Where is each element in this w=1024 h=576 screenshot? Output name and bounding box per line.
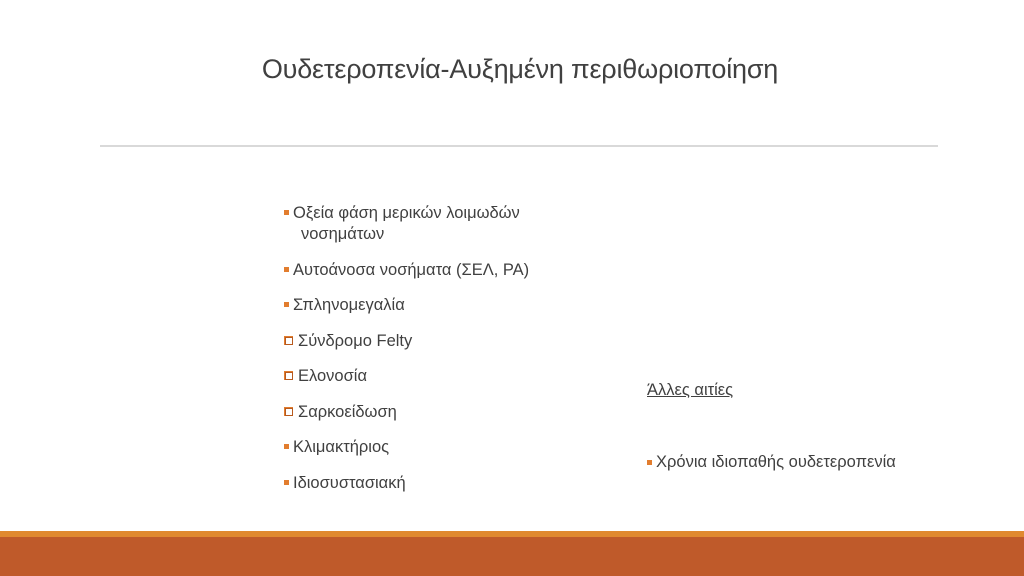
other-causes-heading: Άλλες αιτίες xyxy=(647,381,734,399)
list-item xyxy=(284,203,604,245)
causes-list xyxy=(284,203,604,508)
slide-title: Ουδετεροπενία-Αυξημένη περιθωριοποίηση xyxy=(261,54,779,84)
list-item-text: Σύνδρομο Felty xyxy=(298,331,413,350)
square-bullet-icon xyxy=(284,210,289,215)
list-item-text: Οξεία φάση μερικών λοιμωδών xyxy=(293,204,520,222)
list-item-text: Σαρκοείδωση xyxy=(298,402,397,421)
list-item-text: Σπληνομεγαλία xyxy=(293,296,405,314)
checkbox-bullet-icon xyxy=(284,336,295,347)
list-item-text-continued: νοσημάτων xyxy=(301,225,385,243)
list-item-text: Κλιμακτήριος xyxy=(293,438,390,456)
list-item-text: Ελονοσία xyxy=(298,367,367,385)
list-item xyxy=(284,295,604,316)
other-causes-item-text: Χρόνια ιδιοπαθής ουδετεροπενία xyxy=(656,453,896,471)
square-bullet-icon xyxy=(284,444,289,449)
title-divider xyxy=(100,145,938,147)
checkbox-bullet-icon xyxy=(284,407,295,418)
square-bullet-icon xyxy=(284,267,289,272)
list-item xyxy=(284,260,604,281)
square-bullet-icon xyxy=(284,302,289,307)
square-bullet-icon xyxy=(284,480,289,485)
checkbox-bullet-icon xyxy=(284,371,295,382)
list-item-text: Αυτοάνοσα νοσήματα (ΣΕΛ, ΡΑ) xyxy=(293,260,530,279)
list-item xyxy=(284,331,604,352)
list-item-text: Ιδιοσυστασιακή xyxy=(293,473,406,492)
list-item xyxy=(284,473,604,494)
footer-bar xyxy=(0,537,1024,576)
list-item xyxy=(284,402,604,423)
list-item xyxy=(284,437,604,458)
list-item xyxy=(284,366,604,387)
square-bullet-icon xyxy=(647,460,652,465)
other-causes-item xyxy=(647,453,896,472)
